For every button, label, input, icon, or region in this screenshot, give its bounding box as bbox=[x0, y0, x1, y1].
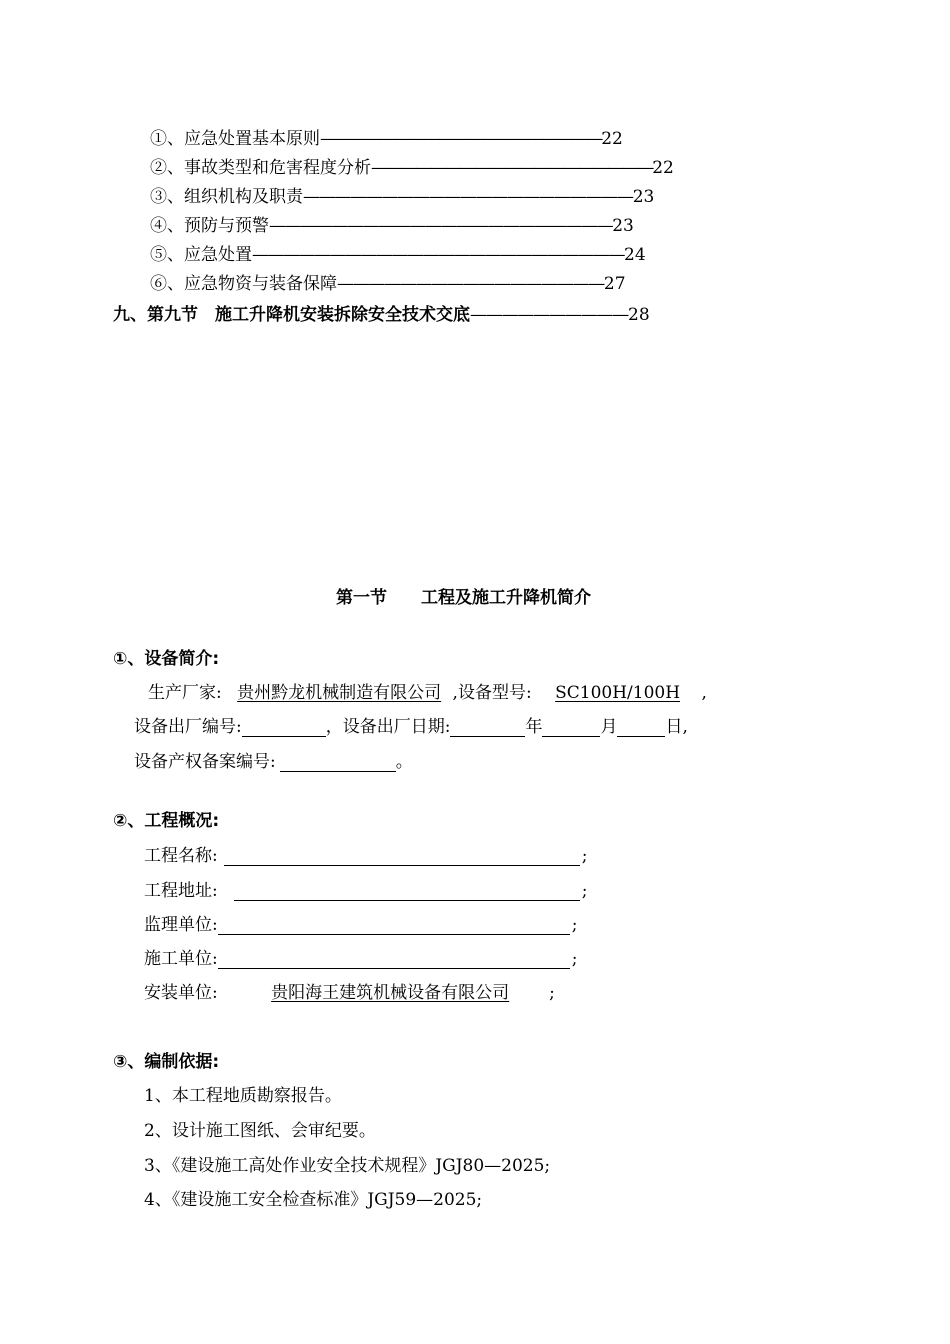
toc-item bbox=[150, 211, 634, 236]
toc-page: 22 bbox=[652, 158, 674, 178]
record-line bbox=[134, 747, 413, 772]
serial-line bbox=[134, 712, 688, 737]
basis-heading: ③、编制依据: bbox=[113, 1052, 220, 1072]
toc-item-label: ①、应急处置基本原则 bbox=[150, 129, 320, 149]
year-blank[interactable] bbox=[450, 718, 525, 737]
day-blank[interactable] bbox=[617, 718, 665, 737]
toc-page: 23 bbox=[612, 216, 634, 236]
semicolon: ; bbox=[571, 915, 578, 935]
serial-blank[interactable] bbox=[242, 718, 326, 737]
semicolon: ; bbox=[549, 983, 555, 1003]
toc-leader: —————————————————————— bbox=[269, 216, 613, 236]
record-label: 设备产权备案编号: bbox=[134, 752, 276, 772]
toc-item-label: ⑤、应急处置 bbox=[150, 245, 252, 265]
supervisor-line bbox=[144, 910, 577, 935]
semicolon: ; bbox=[581, 846, 588, 866]
toc-leader: ——————————————————— bbox=[371, 158, 653, 178]
toc-leader: ————————————————————— bbox=[303, 187, 633, 207]
toc-item bbox=[150, 182, 654, 207]
toc-section9 bbox=[113, 300, 650, 325]
toc-leader: ———————————————————————— bbox=[252, 245, 624, 265]
day-label: 日, bbox=[665, 717, 688, 737]
toc-page: 22 bbox=[601, 129, 623, 149]
project-name-line bbox=[144, 841, 587, 866]
toc-leader: ————————————————— bbox=[337, 274, 604, 294]
toc-page: 28 bbox=[628, 305, 650, 325]
toc-page: 23 bbox=[632, 187, 655, 207]
model-label: ,设备型号: bbox=[452, 683, 532, 703]
toc-leader: —————————— bbox=[470, 305, 629, 325]
basis-item: 1、本工程地质勘察报告。 bbox=[144, 1086, 342, 1106]
installer-value: 贵阳海王建筑机械设备有限公司 bbox=[271, 983, 510, 1003]
toc-item bbox=[150, 269, 626, 294]
semicolon: ; bbox=[581, 881, 588, 901]
toc-page: 24 bbox=[624, 245, 646, 265]
project-address-blank[interactable] bbox=[234, 882, 580, 901]
month-blank[interactable] bbox=[542, 718, 600, 737]
toc-item-label: ②、事故类型和危害程度分析 bbox=[150, 158, 371, 178]
semicolon: ; bbox=[571, 949, 578, 969]
model-comma: , bbox=[701, 683, 707, 703]
contractor-label: 施工单位: bbox=[144, 949, 218, 969]
project-address-label: 工程地址: bbox=[144, 881, 218, 901]
equipment-heading: ①、设备简介: bbox=[113, 649, 220, 669]
manufacturer-line bbox=[148, 678, 707, 703]
basis-item: 4、《建设施工安全检查标准》JGJ59—2025; bbox=[144, 1190, 483, 1210]
section-title: 第一节 工程及施工升降机简介 bbox=[336, 588, 591, 608]
supervisor-label: 监理单位: bbox=[144, 915, 218, 935]
installer-label: 安装单位: bbox=[144, 983, 218, 1003]
toc-item bbox=[150, 124, 623, 149]
installer-line bbox=[144, 978, 555, 1003]
project-address-line bbox=[144, 876, 587, 901]
toc-leader: ——————————————————— bbox=[320, 129, 602, 149]
toc-item bbox=[150, 240, 646, 265]
serial-label: 设备出厂编号: bbox=[134, 717, 242, 737]
toc-item-label: ③、组织机构及职责 bbox=[150, 187, 303, 207]
project-name-blank[interactable] bbox=[224, 847, 580, 866]
supervisor-blank[interactable] bbox=[218, 916, 570, 935]
month-label: 月 bbox=[600, 717, 618, 737]
manufacturer-label: 生产厂家: bbox=[148, 683, 222, 703]
contractor-line bbox=[144, 944, 577, 969]
record-blank[interactable] bbox=[280, 753, 396, 772]
project-heading: ②、工程概况: bbox=[113, 811, 220, 831]
manufacturer-value: 贵州黔龙机械制造有限公司 bbox=[237, 683, 442, 703]
date-label: ，设备出厂日期: bbox=[325, 717, 451, 737]
model-value: SC100H/100H bbox=[555, 683, 681, 703]
toc-item bbox=[150, 153, 674, 178]
toc-section9-label: 九、第九节 施工升降机安装拆除安全技术交底 bbox=[113, 305, 470, 325]
basis-item: 2、设计施工图纸、会审纪要。 bbox=[144, 1121, 376, 1141]
toc-item-label: ⑥、应急物资与装备保障 bbox=[150, 274, 337, 294]
year-label: 年 bbox=[525, 717, 543, 737]
toc-page: 27 bbox=[603, 274, 626, 294]
project-name-label: 工程名称: bbox=[144, 846, 218, 866]
record-period: 。 bbox=[395, 752, 413, 772]
toc-item-label: ④、预防与预警 bbox=[150, 216, 269, 236]
basis-item: 3、《建设施工高处作业安全技术规程》JGJ80—2025; bbox=[144, 1156, 551, 1176]
contractor-blank[interactable] bbox=[218, 950, 570, 969]
